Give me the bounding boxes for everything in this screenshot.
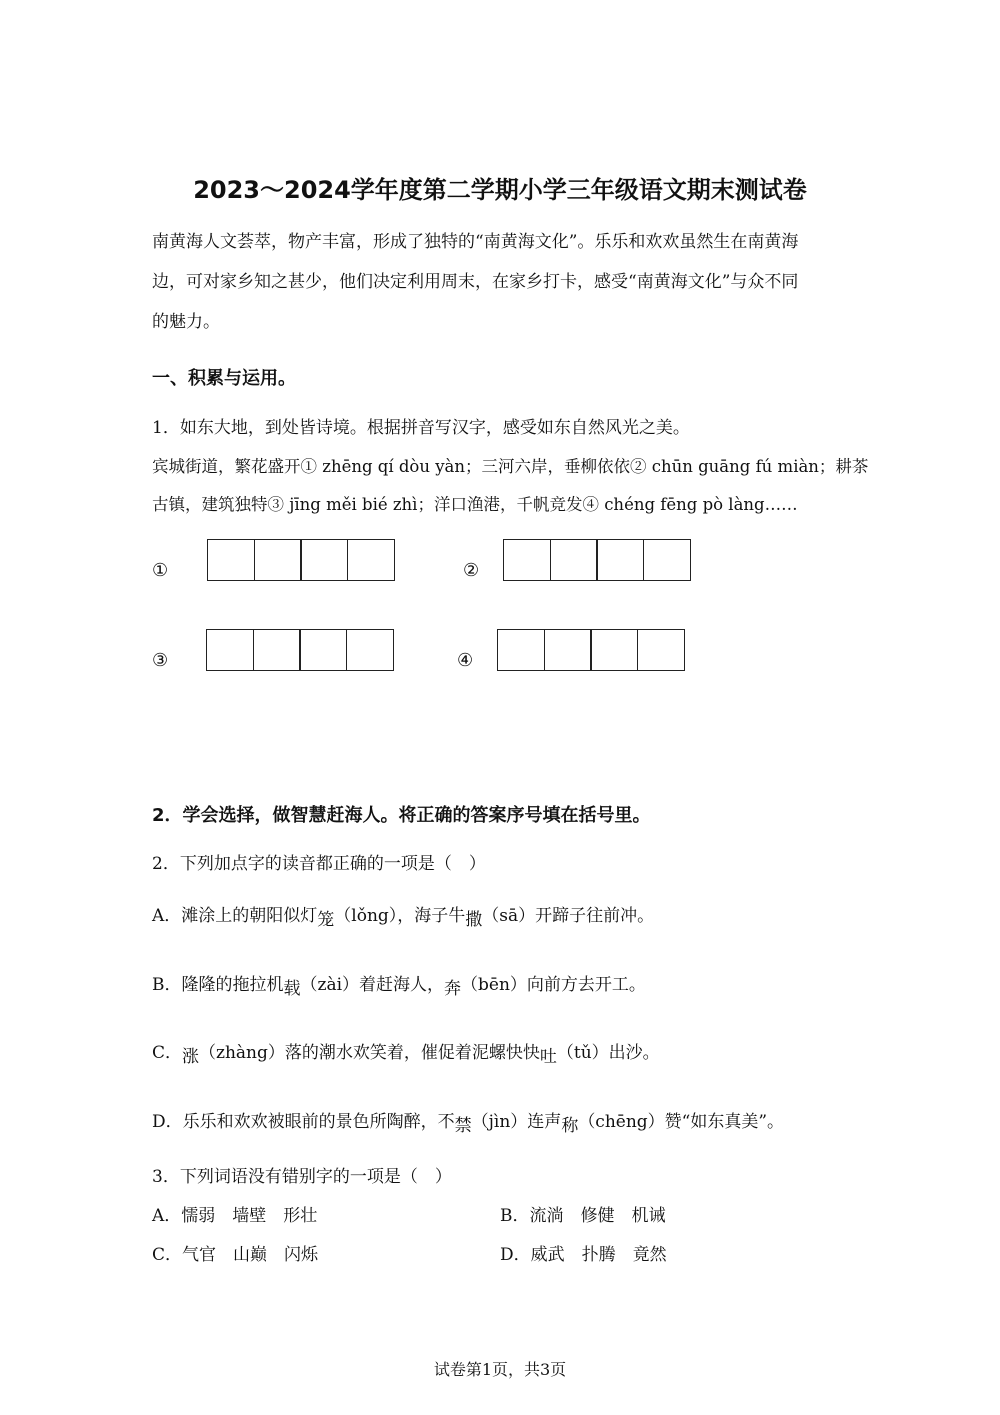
- answer-box[interactable]: [300, 539, 348, 581]
- dotted-character: 笼: [317, 910, 335, 930]
- answer-box[interactable]: [550, 539, 598, 581]
- answer-box[interactable]: [206, 629, 254, 671]
- option-text: B．隆隆的拖拉机: [152, 975, 284, 995]
- answer-box[interactable]: [347, 539, 395, 581]
- question-3-option-c[interactable]: C．气官 山巅 闪烁: [152, 1245, 319, 1265]
- dotted-character: 涨: [182, 1047, 200, 1067]
- section-1-heading: 一、积累与运用。: [152, 368, 296, 389]
- option-text: （sā）开蹄子往前冲。: [482, 906, 655, 926]
- answer-box[interactable]: [207, 539, 255, 581]
- answer-label-2: ②: [463, 560, 480, 581]
- dotted-character: 吐: [539, 1047, 557, 1067]
- answer-box[interactable]: [643, 539, 691, 581]
- intro-line-3: 的魅力。: [152, 312, 220, 332]
- exam-title: 2023～2024学年度第二学期小学三年级语文期末测试卷: [193, 176, 807, 204]
- option-text: （chēng）赞“如东真美”。: [578, 1112, 785, 1132]
- answer-box[interactable]: [299, 629, 347, 671]
- question-3-stem: 3．下列词语没有错别字的一项是（ ）: [152, 1167, 452, 1187]
- question-1-line-2: 古镇，建筑独特③ jīng měi bié zhì；洋口渔港，千帆竞发④ chéng fēng pò làng……: [152, 495, 798, 514]
- answer-box[interactable]: [637, 629, 685, 671]
- dotted-character: 撒: [465, 910, 483, 930]
- answer-boxes-3[interactable]: [206, 629, 394, 671]
- option-text: D．乐乐和欢欢被眼前的景色所陶醉，不: [152, 1112, 455, 1132]
- question-2-stem: 2．下列加点字的读音都正确的一项是（ ）: [152, 854, 486, 874]
- answer-box[interactable]: [346, 629, 394, 671]
- option-text: （bēn）向前方去开工。: [461, 975, 646, 995]
- answer-box[interactable]: [596, 539, 644, 581]
- answer-label-1: ①: [152, 560, 169, 581]
- option-text: （tǔ）出沙。: [556, 1043, 660, 1063]
- dotted-character: 称: [561, 1116, 579, 1136]
- answer-box[interactable]: [544, 629, 592, 671]
- answer-label-3: ③: [152, 650, 169, 671]
- answer-box[interactable]: [497, 629, 545, 671]
- answer-boxes-4[interactable]: [497, 629, 685, 671]
- section-2-heading: 2．学会选择，做智慧赶海人。将正确的答案序号填在括号里。: [152, 805, 651, 826]
- intro-line-2: 边，可对家乡知之甚少，他们决定利用周末，在家乡打卡，感受“南黄海文化”与众不同: [152, 272, 799, 292]
- answer-box[interactable]: [253, 629, 301, 671]
- answer-box[interactable]: [503, 539, 551, 581]
- question-3-option-b[interactable]: B．流淌 修健 机诫: [500, 1206, 666, 1226]
- option-text: C．: [152, 1043, 183, 1063]
- dotted-character: 奔: [444, 979, 462, 999]
- question-3-option-a[interactable]: A．懦弱 墙壁 形壮: [152, 1206, 318, 1226]
- intro-line-1: 南黄海人文荟萃，物产丰富，形成了独特的“南黄海文化”。乐乐和欢欢虽然生在南黄海: [152, 232, 799, 252]
- answer-box[interactable]: [254, 539, 302, 581]
- question-2-option-d[interactable]: [152, 1112, 785, 1136]
- question-2-option-b[interactable]: [152, 975, 646, 999]
- option-text: （zài）着赶海人，: [300, 975, 445, 995]
- page-footer: 试卷第1页，共3页: [433, 1360, 567, 1379]
- question-1-stem: 1．如东大地，到处皆诗境。根据拼音写汉字，感受如东自然风光之美。: [152, 418, 690, 438]
- option-text: （zhàng）落的潮水欢笑着，催促着泥螺快快: [199, 1043, 540, 1063]
- answer-box[interactable]: [590, 629, 638, 671]
- question-2-option-c[interactable]: [152, 1043, 660, 1067]
- answer-label-4: ④: [457, 650, 474, 671]
- question-3-option-d[interactable]: D．威武 扑腾 竟然: [500, 1245, 667, 1265]
- answer-boxes-2[interactable]: [503, 539, 691, 581]
- dotted-character: 禁: [454, 1116, 472, 1136]
- answer-boxes-1[interactable]: [207, 539, 395, 581]
- question-2-option-a[interactable]: [152, 906, 655, 930]
- option-text: （jìn）连声: [471, 1112, 562, 1132]
- option-text: （lǒng），海子牛: [334, 906, 466, 926]
- question-1-line-1: 宾城街道，繁花盛开① zhēng qí dòu yàn；三河六岸，垂柳依依② chūn guāng fú miàn；耕茶: [152, 457, 869, 476]
- option-text: A．滩涂上的朝阳似灯: [152, 906, 318, 926]
- dotted-character: 载: [283, 979, 301, 999]
